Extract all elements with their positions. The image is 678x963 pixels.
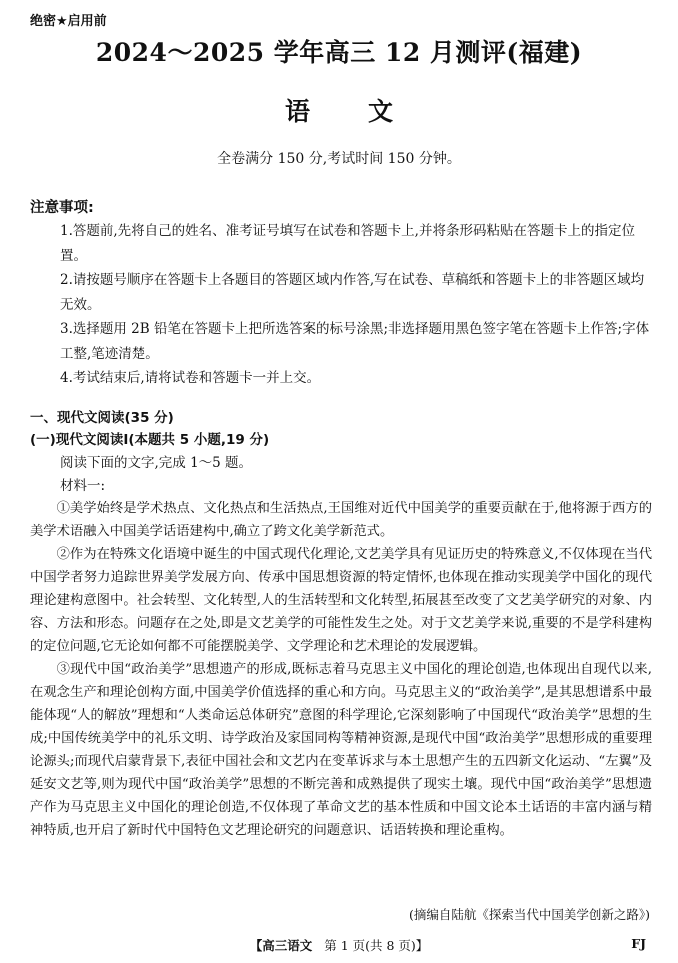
notice-item-2: 2.请按题号顺序在答题卡上各题目的答题区域内作答,写在试卷、草稿纸和答题卡上的非答题区域均无效。 [60,272,645,313]
notice-list [60,219,656,391]
subject-title [0,92,678,128]
exam-title: 2024～2025 学年高三 12 月测评(福建) [95,38,583,67]
footer-region-code: FJ [631,936,646,951]
confidential-mark: 绝密★启用前 [30,14,107,29]
notice-item-1: 1.答题前,先将自己的姓名、准考证号填写在试卷和答题卡上,并将条形码粘贴在答题卡上的指定位置。 [60,223,635,264]
notice-title: 注意事项: [30,200,94,216]
footer-label: 【高三语文 [249,938,313,953]
exam-info: 全卷满分 150 分,考试时间 150 分钟。 [217,151,461,167]
passage-paragraph-3: ③现代中国“政治美学”思想遗产的形成,既标志着马克思主义中国化的理论创造,也体现出自现代以来,在观念生产和理论创构方面,中国美学价值选择的重心和方向。马克思主义的“政治美学”,是其思想谱系中最能体现“人的解放”理想和“人类命运总体研究”意图的科学理论,它深刻影响了中国现代“政治美学”思想的生成;中国传统美学中的礼乐文明、诗学政治及家国同构等精神资源,是现代中国“政治美学”思想形成的重要理论源头;而现代启蒙背景下,表征中国社会和文艺内在变革诉求与本土思想产生的五四新文化运动、“左翼”及延安文艺等,则为现代中国“政治美学”思想的不断完善和成熟提供了现实土壤。现代中国“政治美学”思想遗产作为马克思主义中国化的理论创造,不仅体现了革命文艺的基本性质和中国文论本土话语的丰富内涵与精神特质,也开启了新时代中国特色文艺理论研究的问题意识、话语转换和理论重构。 [30,662,652,838]
page-footer [0,936,678,954]
material-label: 材料一: [60,478,106,494]
subsection-heading: (一)现代文阅读Ⅰ(本题共 5 小题,19 分) [30,432,270,448]
passage-paragraph-2: ②作为在特殊文化语境中诞生的中国式现代化理论,文艺美学具有见证历史的特殊意义,不仅体现在当代中国学者努力追踪世界美学发展方向、传承中国思想资源的特定情怀,也体现在推动实现美学中国化的现代理论建构意图中。社会转型、文化转型,人的生活转型和文化转型,拓展甚至改变了文艺美学研究的对象、内容、方法和形态。问题存在之处,即是文艺美学的可能性发生之处。对于文艺美学来说,重要的不是学科建构的定位问题,它无论如何都不可能摆脱美学、文学理论和艺术理论的发展逻辑。 [30,547,652,654]
reading-instruction: 阅读下面的文字,完成 1～5 题。 [60,455,253,471]
section-heading: 一、现代文阅读(35 分) [30,410,174,426]
passage-paragraph-1: ①美学始终是学术热点、文化热点和生活热点,王国维对近代中国美学的重要贡献在于,他将源于西方的美学术语融入中国美学话语建构中,确立了跨文化美学新范式。 [30,501,652,539]
notice-item-4: 4.考试结束后,请将试卷和答题卡一并上交。 [60,370,321,386]
reading-passage [30,497,652,842]
subject-char-1: 语 [284,97,310,126]
subject-char-2: 文 [368,97,394,126]
footer-page-number: 第 1 页(共 8 页)】 [324,938,429,953]
source-citation: (摘编自陆航《探索当代中国美学创新之路》) [408,907,650,922]
notice-item-3: 3.选择题用 2B 铅笔在答题卡上把所选答案的标号涂黑;非选择题用黑色签字笔在答题卡上作答;字体工整,笔迹清楚。 [60,321,650,362]
